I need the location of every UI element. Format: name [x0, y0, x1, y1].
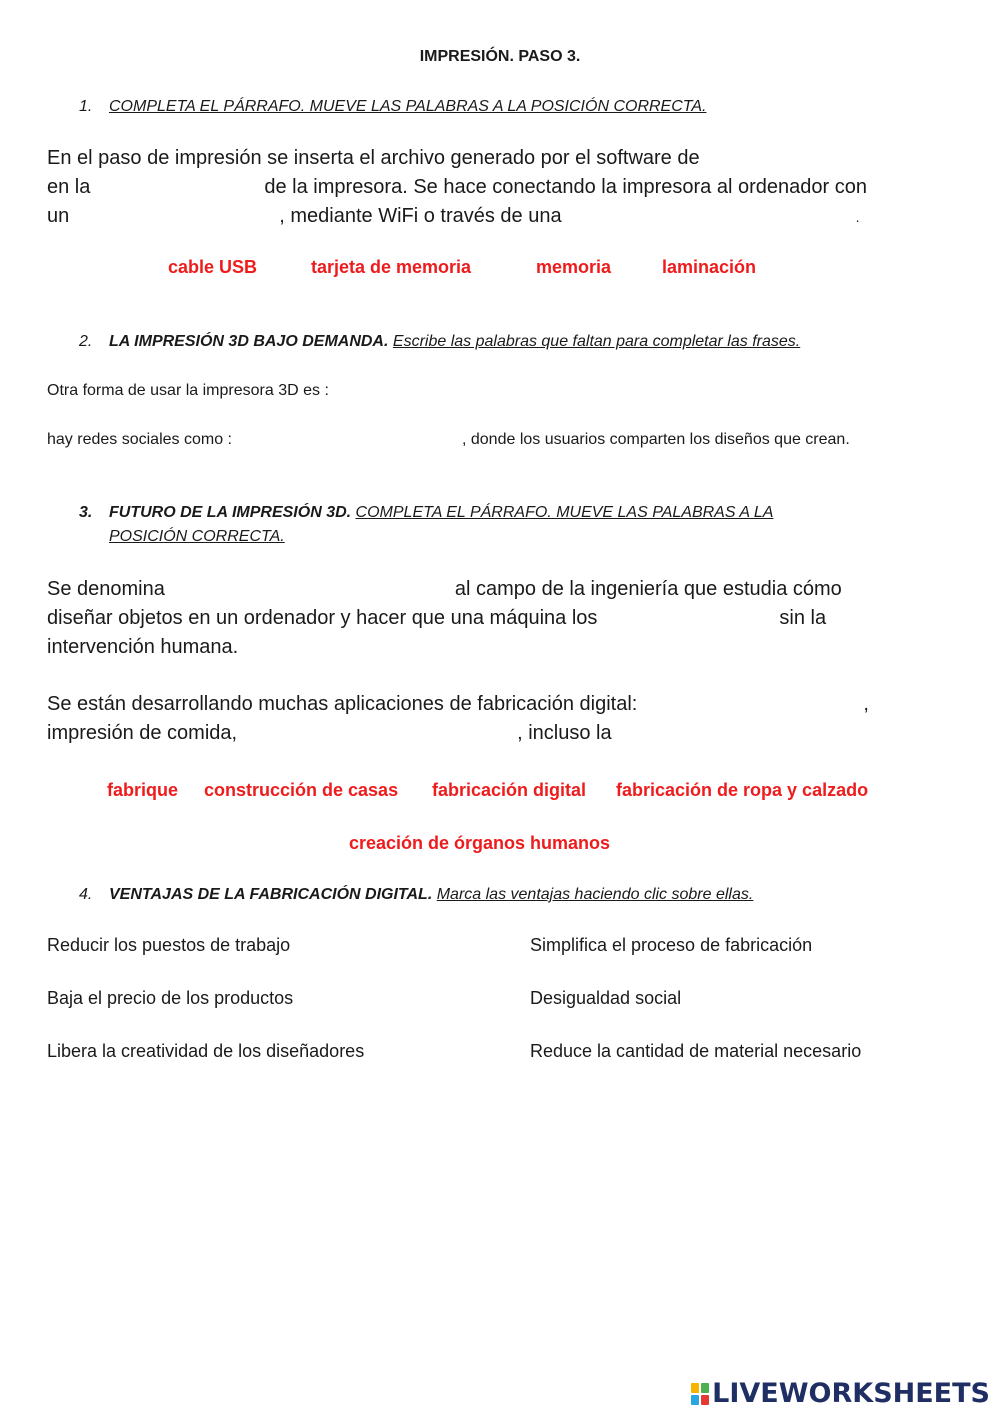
section-4-instruction: Marca las ventajas haciendo clic sobre ellas.: [436, 886, 754, 903]
section-3-title: FUTURO DE LA IMPRESIÓN 3D.: [109, 504, 352, 521]
draggable-word[interactable]: fabricación digital: [432, 780, 587, 800]
s3-p1-line-1: [47, 575, 842, 604]
s3-p2-line-1-end: ,: [863, 693, 869, 715]
section-3-number: 3.: [79, 504, 93, 521]
draggable-word[interactable]: fabricación de ropa y calzado: [616, 780, 869, 800]
s1-line-3-end: .: [855, 209, 860, 225]
s1-line-2: [47, 173, 867, 202]
s1-line-1: En el paso de impresión se inserta el archivo generado por el software de: [47, 147, 700, 169]
s3-p2-line-1-start: Se están desarrollando muchas aplicaciones de fabricación digital:: [47, 693, 638, 715]
s3-p2-line-2: [47, 719, 732, 748]
liveworksheets-logo: [691, 1378, 990, 1409]
draggable-word[interactable]: laminación: [662, 257, 757, 277]
section-4-heading-text: [109, 886, 753, 904]
s3-p2-line-2-end: , incluso la: [517, 722, 612, 744]
s3-p2-line-2-start: impresión de comida,: [47, 722, 238, 744]
section-3-instruction-cont: POSICIÓN CORRECTA.: [109, 528, 285, 545]
draggable-word[interactable]: construcción de casas: [204, 780, 399, 800]
section-2-instruction: Escribe las palabras que faltan para completar las frases.: [392, 333, 801, 350]
s2-line-1-text: Otra forma de usar la impresora 3D es :: [47, 382, 329, 399]
s1-line-2-start: en la: [47, 176, 91, 198]
s1-line-2-end: de la impresora. Se hace conectando la impresora al ordenador con: [264, 176, 867, 198]
section-3-heading-text: [109, 504, 773, 522]
s3-p1-line-3: intervención humana.: [47, 636, 239, 658]
advantage-option[interactable]: Reduce la cantidad de material necesario: [530, 1041, 862, 1061]
s2-line-2-end: , donde los usuarios comparten los diseños que crean.: [461, 431, 850, 448]
s2-line-1: [47, 382, 329, 400]
s3-p1-line-1-end: al campo de la ingeniería que estudia cómo: [454, 578, 842, 600]
s2-line-2-start: hay redes sociales como :: [47, 431, 232, 448]
section-2-title: LA IMPRESIÓN 3D BAJO DEMANDA.: [109, 333, 389, 350]
logo-mark-icon: [691, 1383, 709, 1405]
s3-p1-line-2-end: sin la: [779, 607, 827, 629]
s3-p2-line-1: [47, 690, 869, 719]
section-3-heading: [79, 504, 959, 550]
section-4-title: VENTAJAS DE LA FABRICACIÓN DIGITAL.: [109, 886, 433, 903]
section-4-heading: [79, 886, 959, 906]
draggable-word[interactable]: creación de órganos humanos: [349, 833, 611, 853]
draggable-word[interactable]: fabrique: [107, 780, 179, 800]
section-2-heading-text: [109, 333, 800, 351]
s3-p1-line-1-start: Se denomina: [47, 578, 165, 600]
section-4-number: 4.: [79, 886, 93, 903]
s1-line-3-start: un: [47, 205, 70, 227]
section-1-heading: [79, 98, 879, 118]
section-2-number: 2.: [79, 333, 93, 350]
s1-line-3-mid: , mediante WiFi o través de una: [279, 205, 562, 227]
section-3-instruction: COMPLETA EL PÁRRAFO. MUEVE LAS PALABRAS A LA: [355, 504, 774, 521]
draggable-word[interactable]: tarjeta de memoria: [311, 257, 472, 277]
draggable-word[interactable]: cable USB: [168, 257, 258, 277]
advantage-option[interactable]: Libera la creatividad de los diseñadores: [47, 1041, 365, 1061]
advantage-option[interactable]: Baja el precio de los productos: [47, 988, 294, 1008]
s3-p1-line-2: [47, 604, 826, 633]
section-1-instruction: COMPLETA EL PÁRRAFO. MUEVE LAS PALABRAS A LA POSICIÓN CORRECTA.: [109, 98, 707, 115]
section-1-number: 1.: [79, 98, 93, 115]
advantage-option[interactable]: Reducir los puestos de trabajo: [47, 935, 291, 955]
advantage-option[interactable]: Simplifica el proceso de fabricación: [530, 935, 813, 955]
logo-text: LIVEWORKSHEETS: [712, 1378, 990, 1409]
section-2-heading: [79, 333, 959, 353]
s2-line-2: [47, 431, 850, 449]
s1-line-3: [47, 202, 860, 232]
page-title: IMPRESIÓN. PASO 3.: [419, 48, 581, 65]
s3-p1-line-2-start: diseñar objetos en un ordenador y hacer que una máquina los: [47, 607, 598, 629]
draggable-word[interactable]: memoria: [536, 257, 612, 277]
advantage-option[interactable]: Desigualdad social: [530, 988, 682, 1008]
